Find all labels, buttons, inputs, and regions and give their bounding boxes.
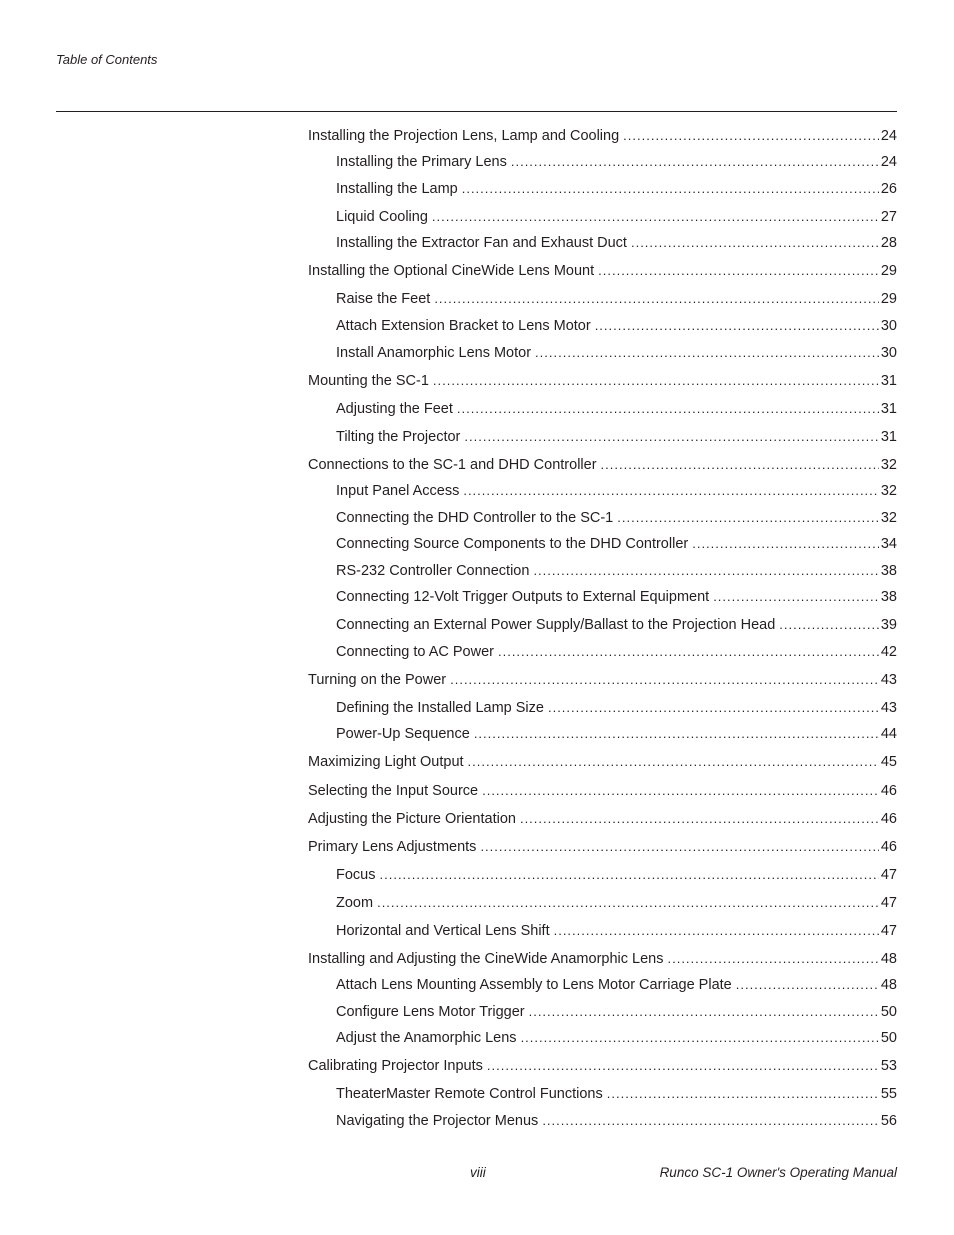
toc-dot-leader <box>617 508 879 528</box>
toc-section-entry <box>308 752 897 772</box>
toc-subsection-entry <box>336 427 897 447</box>
toc-dot-leader <box>511 152 879 172</box>
toc-dot-leader <box>736 975 879 995</box>
toc-dot-leader <box>498 642 879 662</box>
toc-dot-leader <box>377 893 879 913</box>
toc-entry-title: Horizontal and Vertical Lens Shift <box>336 923 550 939</box>
toc-dot-leader <box>457 399 879 419</box>
toc-dot-leader <box>692 534 879 554</box>
toc-entry-title: Installing the Projection Lens, Lamp and Cooling <box>308 128 620 144</box>
toc-subsection-entry <box>336 724 897 744</box>
toc-entry-page: 43 <box>880 672 897 688</box>
toc-entry-page: 27 <box>880 209 897 225</box>
toc-entry-page: 46 <box>880 783 897 799</box>
toc-subsection-entry <box>336 508 897 528</box>
toc-entry-page: 29 <box>880 263 897 279</box>
toc-subsection-entry <box>336 1002 897 1022</box>
toc-entry-title: Defining the Installed Lamp Size <box>336 700 544 716</box>
toc-dot-leader <box>713 587 879 607</box>
header-rule <box>56 111 897 112</box>
toc-entry-title: Zoom <box>336 895 374 911</box>
toc-subsection-entry <box>336 289 897 309</box>
toc-entry-title: Mounting the SC-1 <box>308 373 429 389</box>
toc-entry-title: Adjusting the Feet <box>336 401 453 417</box>
toc-entry-title: Adjusting the Picture Orientation <box>308 811 516 827</box>
toc-dot-leader <box>474 724 879 744</box>
toc-entry-page: 50 <box>880 1030 897 1046</box>
toc-subsection-entry <box>336 534 897 554</box>
toc-entry-page: 30 <box>880 318 897 334</box>
toc-entry-title: Connecting to AC Power <box>336 644 494 660</box>
toc-entry-page: 31 <box>880 373 897 389</box>
toc-entry-title: Calibrating Projector Inputs <box>308 1058 483 1074</box>
toc-dot-leader <box>542 1111 879 1131</box>
toc-dot-leader <box>623 126 879 146</box>
toc-subsection-entry <box>336 1028 897 1048</box>
toc-subsection-entry <box>336 615 897 635</box>
toc-entry-page: 44 <box>880 726 897 742</box>
toc-entry-page: 47 <box>880 923 897 939</box>
toc-entry-title: Focus <box>336 867 376 883</box>
toc-dot-leader <box>779 615 879 635</box>
toc-subsection-entry <box>336 1084 897 1104</box>
toc-section-entry <box>308 1056 897 1076</box>
toc-entry-page: 42 <box>880 644 897 660</box>
toc-dot-leader <box>468 752 879 772</box>
toc-dot-leader <box>432 207 879 227</box>
toc-subsection-entry <box>336 1111 897 1131</box>
toc-entry-page: 47 <box>880 895 897 911</box>
toc-entry-page: 38 <box>880 589 897 605</box>
toc-dot-leader <box>434 289 879 309</box>
toc-entry-page: 56 <box>880 1113 897 1129</box>
toc-subsection-entry <box>336 343 897 363</box>
toc-section-entry <box>308 455 897 475</box>
running-header: Table of Contents <box>56 52 158 67</box>
toc-entry-page: 31 <box>880 401 897 417</box>
toc-section-entry <box>308 261 897 281</box>
toc-entry-page: 55 <box>880 1086 897 1102</box>
toc-dot-leader <box>535 343 879 363</box>
toc-subsection-entry <box>336 561 897 581</box>
toc-dot-leader <box>533 561 878 581</box>
toc-subsection-entry <box>336 893 897 913</box>
toc-subsection-entry <box>336 179 897 199</box>
toc-entry-title: Connecting an External Power Supply/Ballast to the Projection Head <box>336 617 776 633</box>
toc-entry-title: Adjust the Anamorphic Lens <box>336 1030 517 1046</box>
toc-entry-title: Install Anamorphic Lens Motor <box>336 345 532 361</box>
toc-entry-page: 34 <box>880 536 897 552</box>
toc-dot-leader <box>464 427 878 447</box>
toc-entry-page: 45 <box>880 754 897 770</box>
toc-entry-page: 39 <box>880 617 897 633</box>
toc-entry-title: Attach Lens Mounting Assembly to Lens Motor Carriage Plate <box>336 977 732 993</box>
toc-section-entry <box>308 670 897 690</box>
toc-subsection-entry <box>336 865 897 885</box>
toc-entry-title: RS-232 Controller Connection <box>336 563 530 579</box>
toc-entry-title: Connecting Source Components to the DHD Controller <box>336 536 689 552</box>
toc-entry-page: 24 <box>880 128 897 144</box>
toc-dot-leader <box>487 1056 879 1076</box>
toc-dot-leader <box>450 670 879 690</box>
toc-dot-leader <box>462 179 879 199</box>
toc-entry-title: Turning on the Power <box>308 672 447 688</box>
toc-entry-title: Maximizing Light Output <box>308 754 464 770</box>
toc-subsection-entry <box>336 233 897 253</box>
toc-subsection-entry <box>336 316 897 336</box>
toc-dot-leader <box>433 371 879 391</box>
toc-entry-title: Installing the Primary Lens <box>336 154 507 170</box>
toc-entry-title: Installing and Adjusting the CineWide Anamorphic Lens <box>308 951 664 967</box>
toc-entry-page: 32 <box>880 510 897 526</box>
toc-entry-page: 50 <box>880 1004 897 1020</box>
toc-dot-leader <box>667 949 878 969</box>
toc-entry-page: 32 <box>880 457 897 473</box>
toc-entry-page: 38 <box>880 563 897 579</box>
toc-dot-leader <box>463 481 879 501</box>
toc-entry-page: 47 <box>880 867 897 883</box>
toc-section-entry <box>308 809 897 829</box>
toc-entry-title: Primary Lens Adjustments <box>308 839 477 855</box>
toc-entry-page: 46 <box>880 811 897 827</box>
toc-entry-title: Liquid Cooling <box>336 209 428 225</box>
toc-subsection-entry <box>336 481 897 501</box>
footer-page-number: viii <box>470 1165 486 1180</box>
toc-dot-leader <box>554 921 879 941</box>
toc-entry-title: Installing the Lamp <box>336 181 458 197</box>
toc-entry-title: Installing the Extractor Fan and Exhaust Duct <box>336 235 627 251</box>
toc-entry-page: 26 <box>880 181 897 197</box>
toc-subsection-entry <box>336 152 897 172</box>
toc-entry-title: Tilting the Projector <box>336 429 461 445</box>
toc-section-entry <box>308 949 897 969</box>
toc-dot-leader <box>601 455 879 475</box>
toc-dot-leader <box>631 233 879 253</box>
toc-entry-page: 28 <box>880 235 897 251</box>
toc-entry-page: 53 <box>880 1058 897 1074</box>
toc-entry-title: Input Panel Access <box>336 483 460 499</box>
toc-entry-page: 46 <box>880 839 897 855</box>
footer-manual-title: Runco SC-1 Owner's Operating Manual <box>659 1165 897 1180</box>
toc-dot-leader <box>482 781 879 801</box>
toc-entry-page: 48 <box>880 977 897 993</box>
toc-entry-title: Power-Up Sequence <box>336 726 470 742</box>
toc-dot-leader <box>595 316 879 336</box>
toc-entry-title: Raise the Feet <box>336 291 431 307</box>
toc-entry-title: Attach Extension Bracket to Lens Motor <box>336 318 591 334</box>
toc-entry-title: Selecting the Input Source <box>308 783 479 799</box>
toc-dot-leader <box>380 865 879 885</box>
toc-subsection-entry <box>336 698 897 718</box>
toc-subsection-entry <box>336 642 897 662</box>
toc-dot-leader <box>598 261 879 281</box>
toc-entry-page: 48 <box>880 951 897 967</box>
toc-entry-title: Navigating the Projector Menus <box>336 1113 539 1129</box>
toc-entry-page: 29 <box>880 291 897 307</box>
toc-entry-page: 43 <box>880 700 897 716</box>
toc-entry-page: 31 <box>880 429 897 445</box>
toc-entry-title: Configure Lens Motor Trigger <box>336 1004 525 1020</box>
toc-dot-leader <box>607 1084 879 1104</box>
toc-entry-title: Connecting 12-Volt Trigger Outputs to External Equipment <box>336 589 710 605</box>
toc-dot-leader <box>548 698 879 718</box>
toc-subsection-entry <box>336 399 897 419</box>
toc-dot-leader <box>480 837 878 857</box>
toc-subsection-entry <box>336 207 897 227</box>
toc-dot-leader <box>520 809 879 829</box>
toc-section-entry <box>308 781 897 801</box>
toc-subsection-entry <box>336 587 897 607</box>
toc-entry-title: Connections to the SC-1 and DHD Controller <box>308 457 597 473</box>
toc-entry-page: 32 <box>880 483 897 499</box>
toc-dot-leader <box>521 1028 879 1048</box>
toc-subsection-entry <box>336 975 897 995</box>
toc-entry-title: TheaterMaster Remote Control Functions <box>336 1086 603 1102</box>
toc-entry-page: 30 <box>880 345 897 361</box>
toc-section-entry <box>308 837 897 857</box>
toc-entry-page: 24 <box>880 154 897 170</box>
toc-dot-leader <box>529 1002 879 1022</box>
toc-section-entry <box>308 126 897 146</box>
toc-entry-title: Installing the Optional CineWide Lens Mount <box>308 263 595 279</box>
toc-entry-title: Connecting the DHD Controller to the SC-1 <box>336 510 614 526</box>
toc-section-entry <box>308 371 897 391</box>
toc-subsection-entry <box>336 921 897 941</box>
